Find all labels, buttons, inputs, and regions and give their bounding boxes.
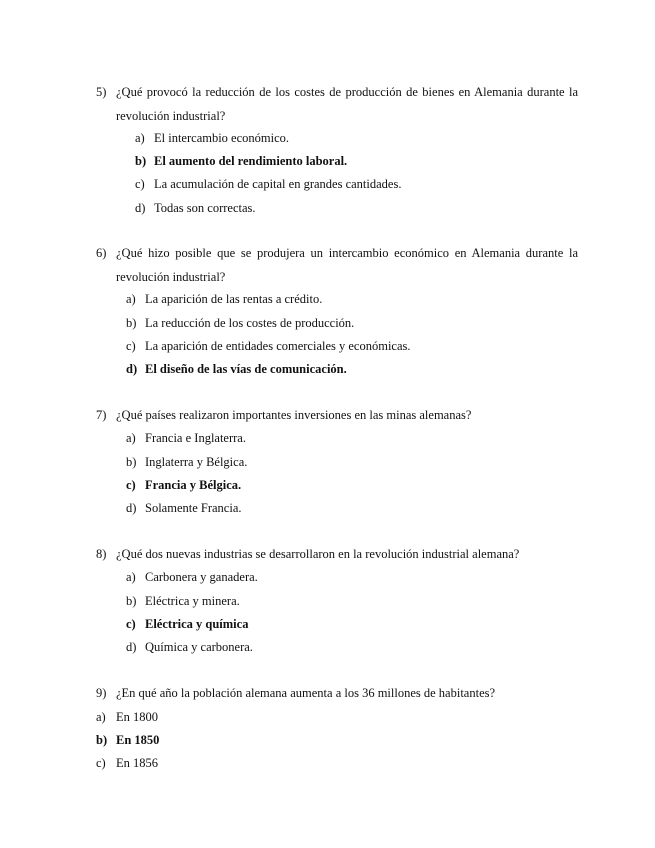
option-letter: b) (126, 316, 137, 330)
option-text: Francia e Inglaterra. (145, 431, 246, 445)
option-text: Eléctrica y química (145, 617, 249, 631)
question-text: ¿En qué año la población alemana aumenta a los 36 millones de habitantes? (116, 686, 496, 700)
option-text: La reducción de los costes de producción. (145, 316, 355, 330)
option-text: En 1856 (116, 756, 159, 770)
option-letter: c) (126, 617, 136, 631)
option-letter: a) (135, 131, 145, 145)
option-letter: d) (126, 362, 138, 376)
option-text: El intercambio económico. (154, 131, 290, 145)
question-text: ¿Qué dos nuevas industrias se desarrollaron en la revolución industrial alemana? (116, 547, 520, 561)
option-text: En 1850 (116, 733, 160, 747)
option-text: Solamente Francia. (145, 501, 242, 515)
option-letter: b) (135, 154, 147, 168)
option-text: Todas son correctas. (154, 201, 256, 215)
option-text: La aparición de las rentas a crédito. (145, 292, 323, 306)
option-letter: b) (126, 594, 137, 608)
question-text: revolución industrial? (116, 270, 226, 284)
option-text: Francia y Bélgica. (145, 478, 242, 492)
question-text: ¿Qué provocó la reducción de los costes de producción de bienes en Alemania durante la (116, 85, 578, 99)
question-number: 7) (96, 408, 107, 422)
question-text: revolución industrial? (116, 109, 226, 123)
option-letter: a) (126, 431, 136, 445)
question-number: 9) (96, 686, 107, 700)
option-letter: c) (126, 478, 136, 492)
question-number: 8) (96, 547, 107, 561)
option-text: Eléctrica y minera. (145, 594, 240, 608)
option-letter: b) (96, 733, 108, 747)
option-text: El aumento del rendimiento laboral. (154, 154, 348, 168)
option-letter: d) (126, 640, 137, 654)
question-number: 5) (96, 85, 107, 99)
option-text: Química y carbonera. (145, 640, 253, 654)
option-letter: d) (135, 201, 146, 215)
option-letter: a) (126, 292, 136, 306)
option-text: La acumulación de capital en grandes cantidades. (154, 177, 402, 191)
option-letter: c) (135, 177, 145, 191)
option-letter: a) (96, 710, 106, 724)
option-text: En 1800 (116, 710, 159, 724)
option-text: Inglaterra y Bélgica. (145, 455, 248, 469)
option-letter: b) (126, 455, 137, 469)
question-number: 6) (96, 246, 107, 260)
question-text: ¿Qué hizo posible que se produjera un intercambio económico en Alemania durante la (116, 246, 578, 260)
question-text: ¿Qué países realizaron importantes inversiones en las minas alemanas? (116, 408, 472, 422)
option-letter: c) (126, 339, 136, 353)
option-letter: d) (126, 501, 137, 515)
option-letter: a) (126, 570, 136, 584)
option-letter: c) (96, 756, 106, 770)
option-text: Carbonera y ganadera. (145, 570, 258, 584)
option-text: La aparición de entidades comerciales y económicas. (145, 339, 411, 353)
option-text: El diseño de las vías de comunicación. (145, 362, 347, 376)
